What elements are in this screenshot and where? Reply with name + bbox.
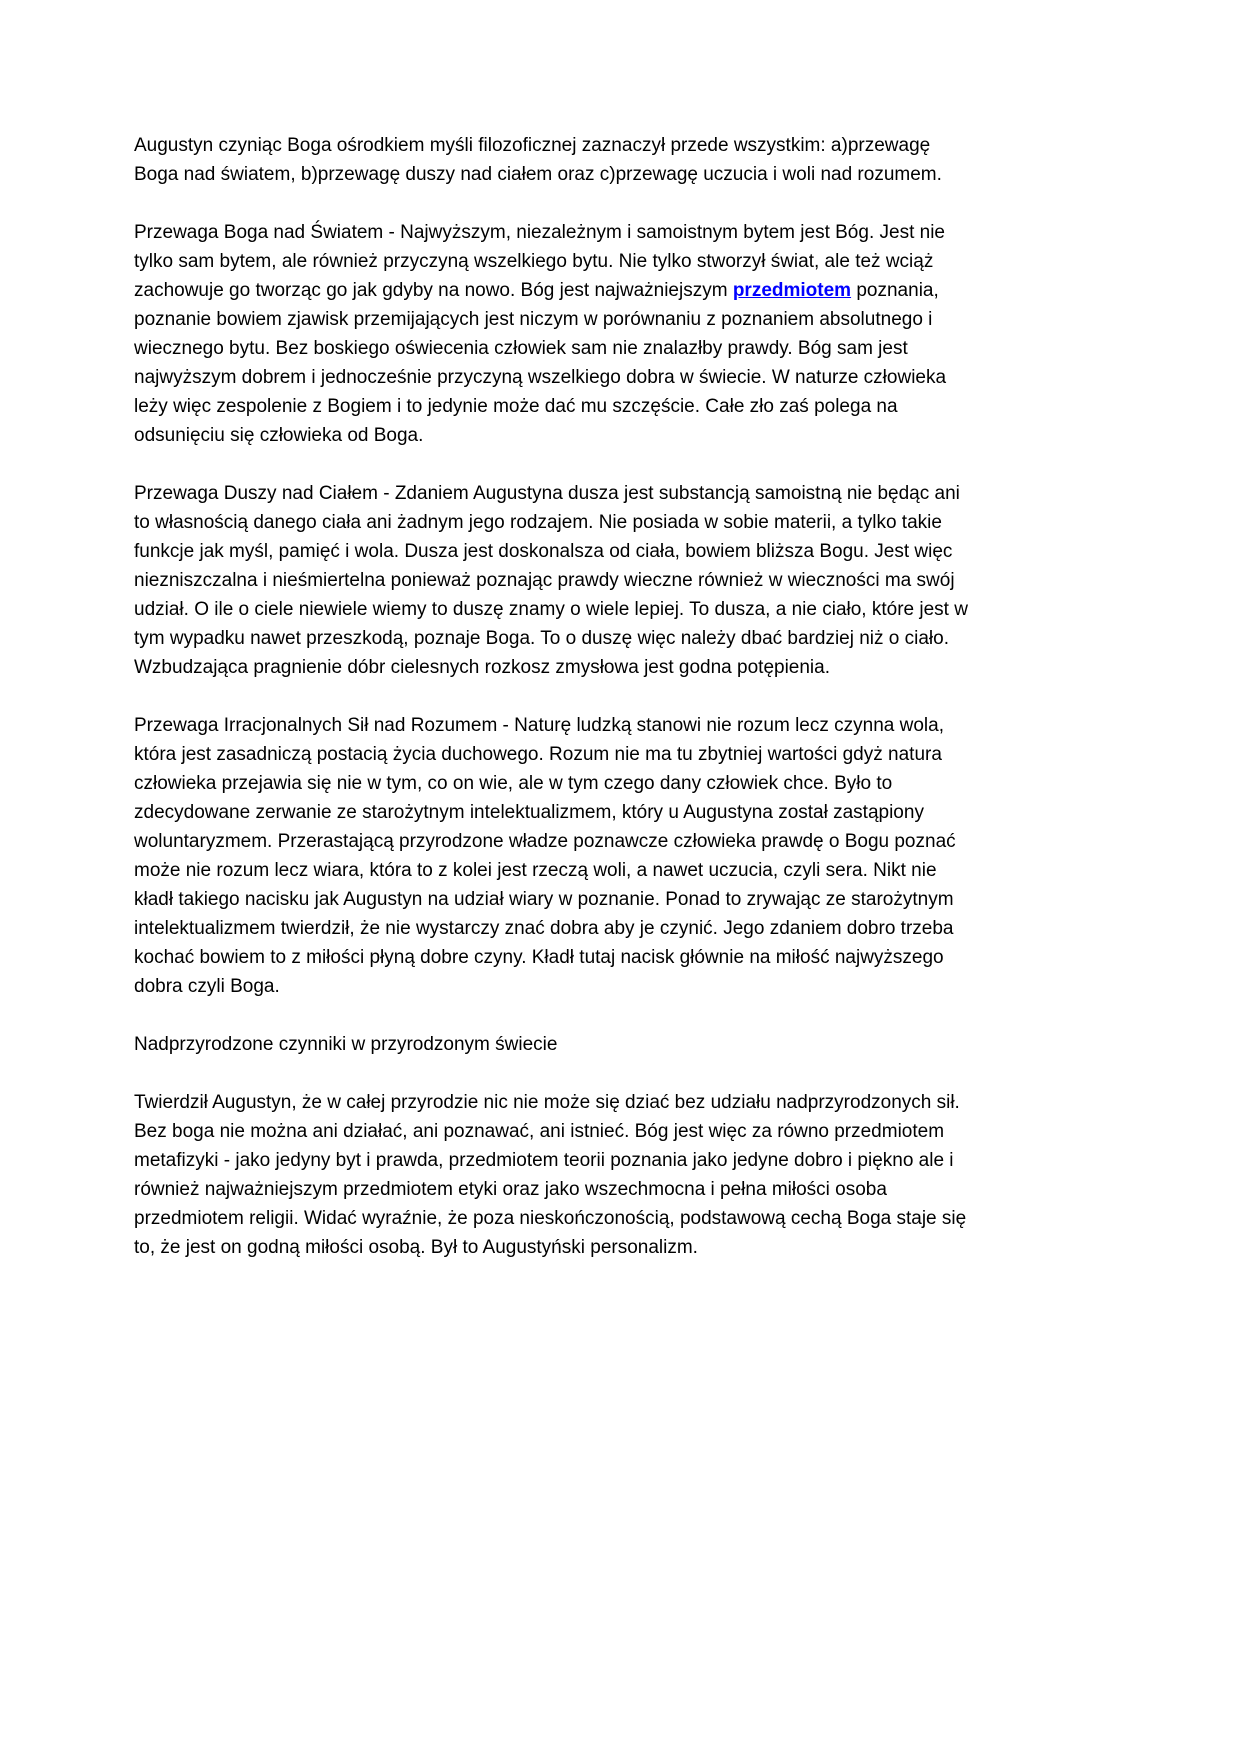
section-heading-nadprzyrodzone-czynniki: Nadprzyrodzone czynniki w przyrodzonym świecie <box>134 1034 558 1055</box>
paragraph-przewaga-irracjonalnych-sil: Przewaga Irracjonalnych Sił nad Rozumem - Naturę ludzką stanowi nie rozum lecz czynna wola, która jest zasadniczą postacią życia duchowego. Rozum nie ma tu zbytniej wartości gdyż natura człowieka przejawia się nie w tym, co on wie, ale w tym czego dany człowiek chce. Było to zdecydowane zerwanie ze starożytnym intelektualizmem, który u Augustyna został zastąpiony woluntaryzmem. Przerastającą przyrodzone władze poznawcze człowieka prawdę o Bogu poznać może nie rozum lecz wiara, która to z kolei jest rzeczą woli, a nawet uczucia, czyli sera. Nikt nie kładł takiego nacisku jak Augustyn na udział wiary w poznanie. Ponad to zrywając ze starożytnym intelektualizmem twierdził, że nie wystarczy znać dobra aby je czynić. Jego zdaniem dobro trzeba kochać bowiem to z miłości płyną dobre czyny. Kładł tutaj nacisk głównie na miłość najwyższego dobra czyli Boga. <box>134 715 961 997</box>
document-page <box>134 131 979 1262</box>
paragraph-text-after-link: poznania, poznanie bowiem zjawisk przemijających jest niczym w porównaniu z poznaniem absolutnego i wiecznego bytu. Bez boskiego oświecenia człowiek sam nie znalazłby prawdy. Bóg sam jest najwyższym dobrem i jednocześnie przyczyną wszelkiego dobra w świecie. W naturze człowieka leży więc zespolenie z Bogiem i to jedynie może dać mu szczęście. Całe zło zaś polega na odsunięciu się człowieka od Boga. <box>134 280 952 446</box>
paragraph-nadprzyrodzone-czynniki-body: Twierdził Augustyn, że w całej przyrodzie nic nie może się dziać bez udziału nadprzyrodzonych sił. Bez boga nie można ani działać, ani poznawać, ani istnieć. Bóg jest więc za równo przedmiotem metafizyki - jako jedyny byt i prawda, przedmiotem teorii poznania jako jedyne dobro i piękno ale i również najważniejszym przedmiotem etyki oraz jako wszechmocna i pełna miłości osoba przedmiotem religii. Widać wyraźnie, że poza nieskończonością, podstawową cechą Boga staje się to, że jest on godną miłości osobą. Był to Augustyński personalizm. <box>134 1092 972 1258</box>
paragraph-intro: Augustyn czyniąc Boga ośrodkiem myśli filozoficznej zaznaczył przede wszystkim: a)przewagę Boga nad światem, b)przewagę duszy nad ciałem oraz c)przewagę uczucia i woli nad rozumem. <box>134 135 942 185</box>
paragraph-przewaga-duszy-nad-cialem: Przewaga Duszy nad Ciałem - Zdaniem Augustyna dusza jest substancją samoistną nie będąc ani to własnością danego ciała ani żadnym jego rodzajem. Nie posiada w sobie materii, a tylko takie funkcje jak myśl, pamięć i wola. Dusza jest doskonalsza od ciała, bowiem bliższa Bogu. Jest więc niezniszczalna i nieśmiertelna ponieważ poznając prawdy wieczne również w wieczności ma swój udział. O ile o ciele niewiele wiemy to duszę znamy o wiele lepiej. To dusza, a nie ciało, które jest w tym wypadku nawet przeszkodą, poznaje Boga. To o duszę więc należy dbać bardziej niż o ciało. Wzbudzająca pragnienie dóbr cielesnych rozkosz zmysłowa jest godna potępienia. <box>134 483 974 678</box>
paragraph-text-before-link: Przewaga Boga nad Światem - Najwyższym, niezależnym i samoistnym bytem jest Bóg. Jest nie tylko sam bytem, ale również przyczyną wszelkiego bytu. Nie tylko stworzył świat, ale też wciąż zachowuje go tworząc go jak gdyby na nowo. Bóg jest najważniejszym <box>134 222 951 301</box>
paragraph-przewaga-boga-nad-swiatem <box>134 218 979 450</box>
przedmiotem-link[interactable]: przedmiotem <box>732 280 852 301</box>
